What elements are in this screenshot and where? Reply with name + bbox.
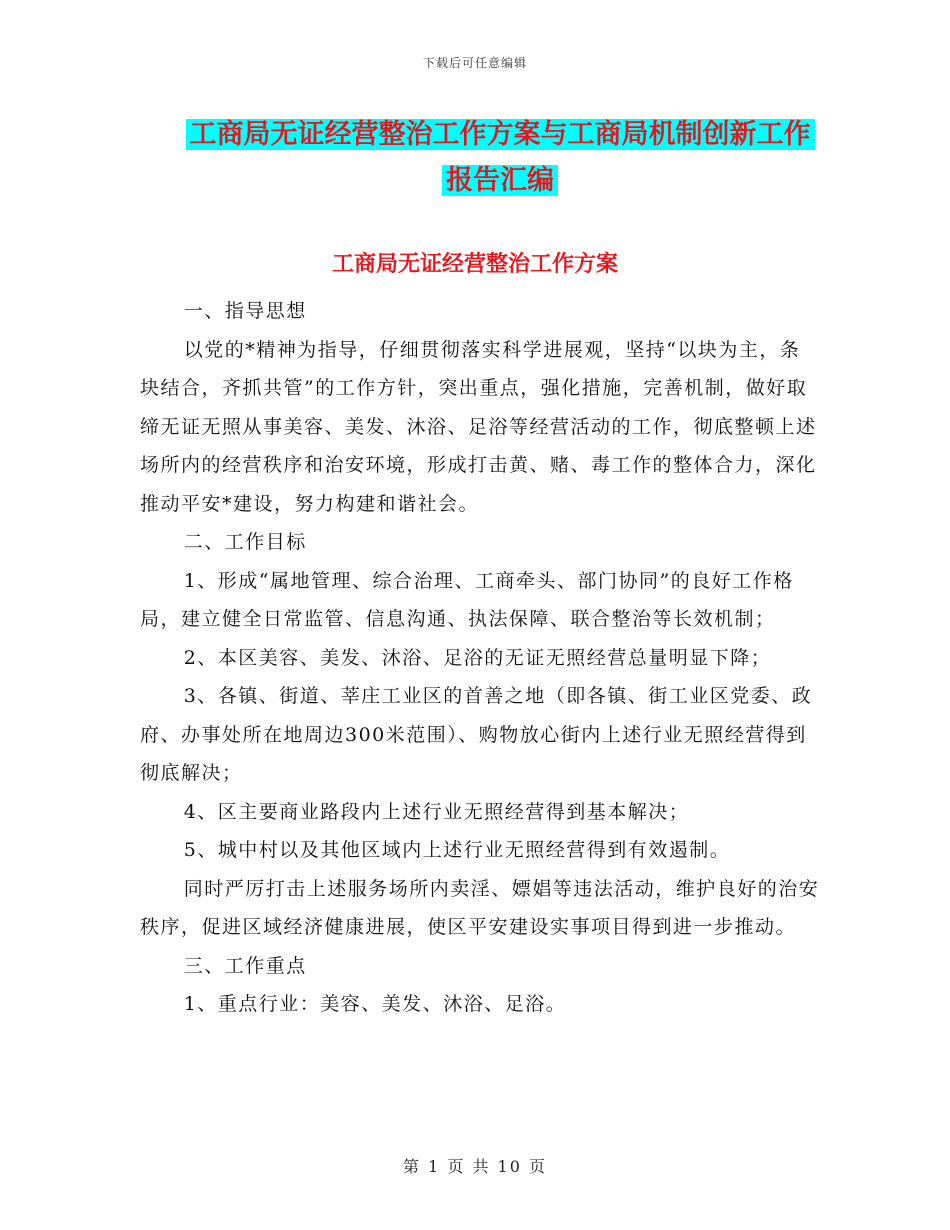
- section-heading: 三、工作重点: [183, 954, 307, 977]
- paragraph: 以党的*精神为指导，仔细贯彻落实科学进展观，坚持“以块为主，条块结合，齐抓共管”的工作方针，突出重点，强化措施，完善机制，做好取缔无证无照从事美容、美发、沐浴、足浴等经营活动的工作，彻底整顿上述场所内的经营秩序和治安环境，形成打击黄、赌、毒工作的整体合力，深化推动平安*建设，努力构建和谐社会。: [140, 338, 817, 515]
- paragraph: 2、本区美容、美发、沐浴、足浴的无证无照经营总量明显下降；: [183, 646, 772, 669]
- paragraph: 5、城中村以及其他区域内上述行业无照经营得到有效遏制。: [183, 839, 731, 861]
- section-title: 工商局无证经营整治工作方案: [331, 252, 618, 277]
- section-heading: 一、指导思想: [183, 300, 307, 322]
- paragraph: 同时严厉打击上述服务场所内卖淫、嫖娼等违法活动，维护良好的治安秩序，促进区域经济健康进展，使区平安建设实事项目得到进一步推动。: [140, 877, 820, 938]
- main-title-line-2: 报告汇编: [442, 165, 558, 196]
- page-footer: 第 1 页 共 10 页: [403, 1157, 547, 1176]
- document-body: [140, 292, 820, 1024]
- paragraph: 1、重点行业：美容、美发、沐浴、足浴。: [183, 993, 567, 1015]
- main-title-line-1: 工商局无证经营整治工作方案与工商局机制创新工作: [186, 119, 815, 150]
- paragraph: 3、各镇、街道、莘庄工业区的首善之地（即各镇、街工业区党委、政府、办事处所在地周边300米范围）、购物放心街内上述行业无照经营得到彻底解决；: [140, 685, 813, 784]
- section-heading: 二、工作目标: [183, 531, 307, 553]
- paragraph: 4、区主要商业路段内上述行业无照经营得到基本解决；: [183, 800, 690, 823]
- main-title: [140, 112, 860, 204]
- header-note: 下载后可任意编辑: [422, 56, 527, 70]
- paragraph: 1、形成“属地管理、综合治理、工商牵头、部门协同”的良好工作格局，建立健全日常监管、信息沟通、执法保障、联合整治等长效机制；: [140, 569, 794, 630]
